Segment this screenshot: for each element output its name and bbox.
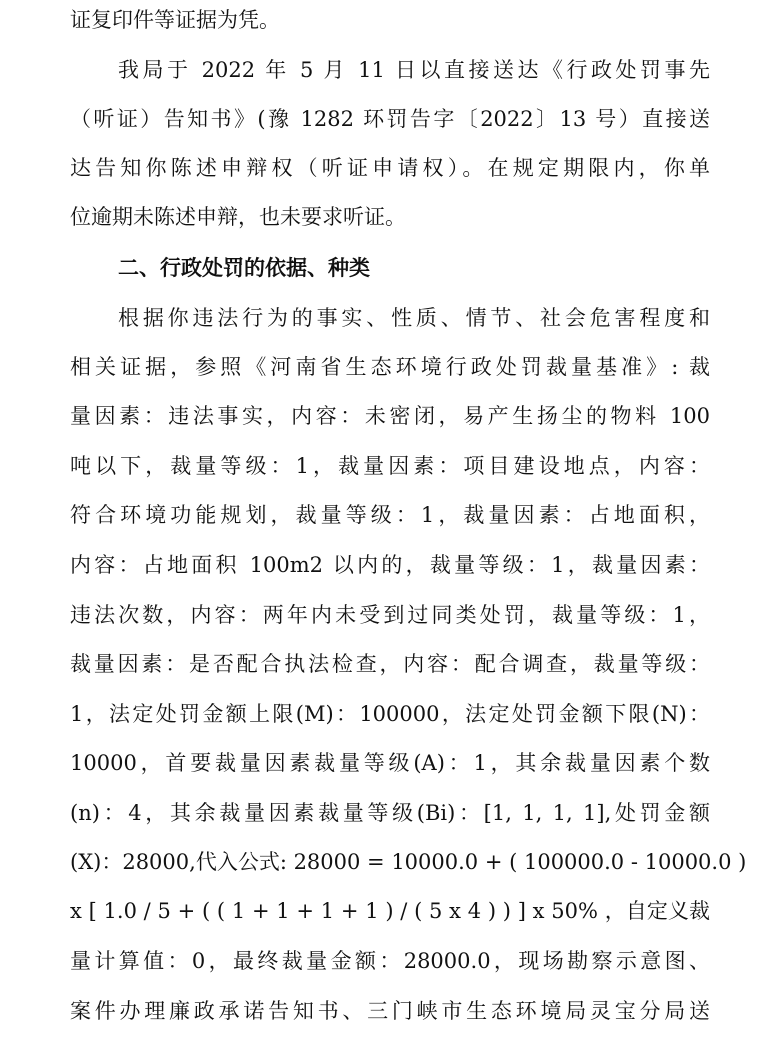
- text-line: 10000，首要裁量因素裁量等级(A)：1，其余裁量因素个数: [70, 751, 710, 775]
- text-line: 位逾期未陈述申辩，也未要求听证。: [70, 205, 406, 229]
- section-heading: 二、行政处罚的依据、种类: [118, 256, 370, 280]
- text-line: 量计算值：0，最终裁量金额：28000.0，现场勘察示意图、: [70, 949, 710, 973]
- text-line: 符合环境功能规划，裁量等级：1，裁量因素：占地面积，: [70, 503, 710, 527]
- text-line: 根据你违法行为的事实、性质、情节、社会危害程度和: [118, 306, 710, 330]
- text-line: 1，法定处罚金额上限(M)：100000，法定处罚金额下限(N)：: [70, 702, 710, 726]
- text-line: (X)：28000,代入公式: 28000 = 10000.0 + ( 100000.0 - 10000.0 ): [70, 850, 747, 874]
- text-line: （听证）告知书》(豫 1282 环罚告字〔2022〕13 号）直接送: [70, 107, 710, 131]
- text-line: 内容：占地面积 100m2 以内的，裁量等级：1，裁量因素：: [70, 553, 710, 577]
- text-line: 我局于 2022 年 5 月 11 日以直接送达《行政处罚事先: [118, 58, 710, 82]
- text-line: 案件办理廉政承诺告知书、三门峡市生态环境局灵宝分局送: [70, 999, 710, 1023]
- text-line: 违法次数，内容：两年内未受到过同类处罚，裁量等级：1，: [70, 603, 710, 627]
- text-line: x [ 1.0 / 5 + ( ( 1 + 1 + 1 + 1 ) / ( 5 x 4 ) ) ] x 50% ，自定义裁: [70, 899, 710, 923]
- text-line: 量因素：违法事实，内容：未密闭，易产生扬尘的物料 100: [70, 404, 710, 428]
- text-line: 吨以下，裁量等级：1，裁量因素：项目建设地点，内容：: [70, 454, 710, 478]
- text-line: (n)：4，其余裁量因素裁量等级(Bi)：[1, 1, 1, 1],处罚金额: [70, 801, 710, 825]
- text-line: 裁量因素：是否配合执法检查，内容：配合调查，裁量等级：: [70, 652, 710, 676]
- text-line: 相关证据，参照《河南省生态环境行政处罚裁量基准》: 裁: [70, 355, 710, 379]
- text-line: 达告知你陈述申辩权（听证申请权）。在规定期限内，你单: [70, 156, 710, 180]
- text-line: 证复印件等证据为凭。: [70, 8, 280, 32]
